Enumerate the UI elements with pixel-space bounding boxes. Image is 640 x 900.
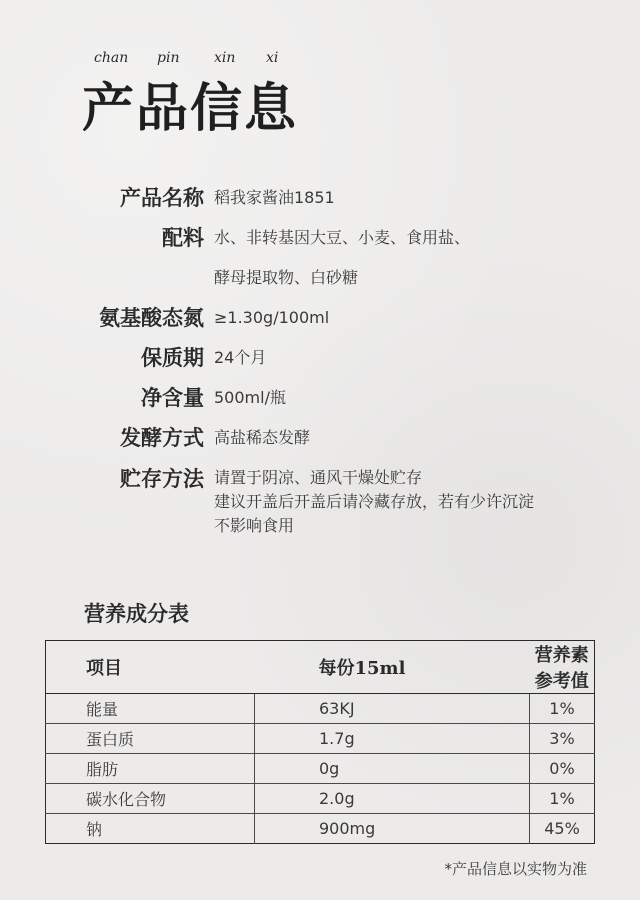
info-label: 发酵方式 xyxy=(120,425,204,450)
pinyin-chan: chan xyxy=(94,50,129,66)
cell-item: 蛋白质 xyxy=(46,724,255,754)
info-label: 氨基酸态氮 xyxy=(99,305,204,330)
table-row xyxy=(46,814,595,844)
info-value-line: 高盐稀态发酵 xyxy=(214,428,311,447)
info-value xyxy=(214,346,594,370)
info-value-line: ≥1.30g/100ml xyxy=(214,308,330,327)
nutrition-table-title: 营养成分表 xyxy=(84,601,189,626)
info-value xyxy=(214,186,594,210)
info-value xyxy=(214,466,594,538)
cell-per-serving: 2.0g xyxy=(255,784,530,814)
cell-item: 脂肪 xyxy=(46,754,255,784)
cell-per-serving: 900mg xyxy=(255,814,530,844)
info-value-line: 稻我家酱油1851 xyxy=(214,188,335,207)
info-label: 配料 xyxy=(162,225,204,250)
cell-nrv: 45% xyxy=(544,819,580,838)
info-value-line: 不影响食用 xyxy=(214,516,295,535)
info-value xyxy=(214,306,594,330)
table-row xyxy=(46,754,595,784)
table-header-row xyxy=(46,641,595,694)
info-value-line: 建议开盖后开盖后请冷藏存放，若有少许沉淀 xyxy=(214,492,535,511)
info-value xyxy=(214,386,594,410)
cell-per-serving: 63KJ xyxy=(255,694,530,724)
info-value-line: 24个月 xyxy=(214,348,267,367)
info-value-line: 酵母提取物、白砂糖 xyxy=(214,268,359,287)
table-row xyxy=(46,724,595,754)
table-row xyxy=(46,694,595,724)
cell-nrv: 1% xyxy=(530,694,595,724)
pinyin-pin: pin xyxy=(157,50,180,66)
footnote: *产品信息以实物为准 xyxy=(444,860,587,878)
cell-per-serving: 1.7g xyxy=(255,724,530,754)
column-header-nrv: 营养素参考值 xyxy=(530,641,595,694)
cell-nrv: 3% xyxy=(530,724,595,754)
pinyin-xi: xi xyxy=(266,50,279,66)
cell-item: 钠 xyxy=(46,814,255,844)
cell-item: 能量 xyxy=(46,694,255,724)
info-label: 净含量 xyxy=(141,385,204,410)
info-value-line: 请置于阴凉、通风干燥处贮存 xyxy=(214,468,423,487)
nutrition-table xyxy=(45,640,595,844)
cell-nrv: 1% xyxy=(530,784,595,814)
cell-per-serving: 0g xyxy=(255,754,530,784)
table-row xyxy=(46,784,595,814)
info-label: 保质期 xyxy=(141,345,204,370)
cell-item: 碳水化合物 xyxy=(46,784,255,814)
info-label: 贮存方法 xyxy=(120,466,204,491)
column-header-per-serving: 每份15ml xyxy=(255,641,530,694)
info-label: 产品名称 xyxy=(120,185,204,210)
info-value-line: 水、非转基因大豆、小麦、食用盐、 xyxy=(214,228,471,247)
cell-nrv: 0% xyxy=(530,754,595,784)
info-value xyxy=(214,426,594,450)
pinyin-xin: xin xyxy=(214,50,236,66)
column-header-item: 项目 xyxy=(46,641,255,694)
info-value xyxy=(214,218,594,298)
page-title: 产品信息 xyxy=(82,78,299,139)
info-value-line: 500ml/瓶 xyxy=(214,388,286,407)
